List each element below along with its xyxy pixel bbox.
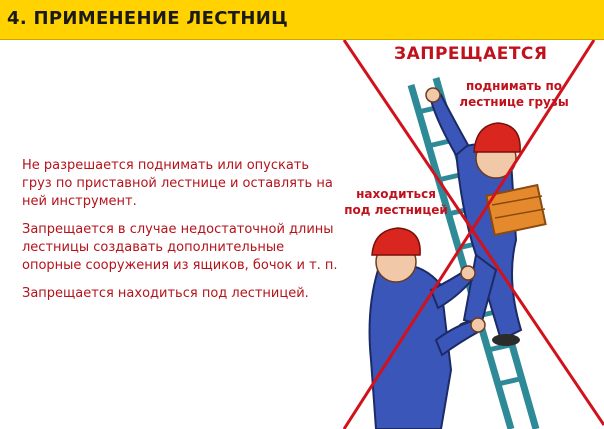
section-header [0,0,604,40]
rule-paragraph-3: Запрещается находиться под лестницей. [22,286,309,301]
worker-under-ladder [370,228,485,429]
rule-paragraph-2: Запрещается в случае недостаточной длины лестницы создавать дополнительные опорные сооружения из ящиков, бочок и т. п. [22,222,338,273]
rules-text [22,157,342,313]
forbidden-heading: ЗАПРЕЩАЕТСЯ [394,44,548,64]
label-under-ladder: находиться под лестницей [344,187,448,217]
label-lifting-loads: поднимать по лестнице грузы [459,79,569,109]
rule-paragraph-1: Не разрешается поднимать или опускать груз по приставной лестнице и оставлять на ней инструмент. [22,158,333,209]
section-title: 4. ПРИМЕНЕНИЕ ЛЕСТНИЦ [7,8,289,29]
